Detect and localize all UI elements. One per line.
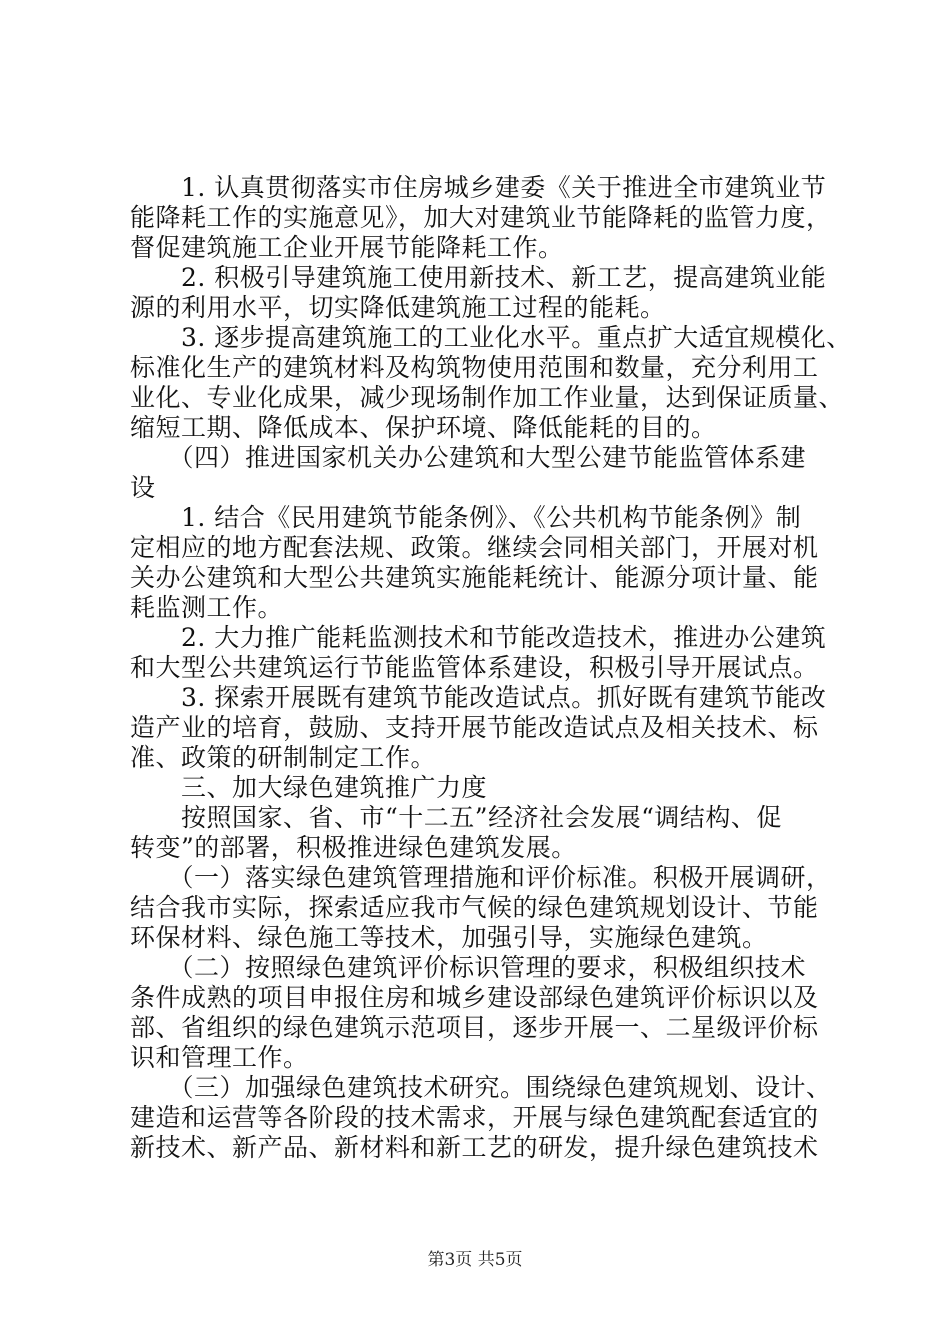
text-line: 造产业的培育，鼓励、支持开展节能改造试点及相关技术、标 [130, 713, 819, 742]
text-line: 设 [130, 473, 156, 502]
text-line: 新技术、新产品、新材料和新工艺的研发，提升绿色建筑技术 [130, 1133, 819, 1162]
text-line: 环保材料、绿色施工等技术，加强引导，实施绿色建筑。 [130, 923, 768, 952]
text-line: 标准化生产的建筑材料及构筑物使用范围和数量，充分利用工 [130, 353, 819, 382]
page-footer: 第3页 共5页 [427, 1250, 523, 1270]
text-line: 缩短工期、降低成本、保护环境、降低能耗的目的。 [130, 413, 717, 442]
text-line: （二）按照绿色建筑评价标识管理的要求，积极组织技术 [130, 953, 807, 982]
text-line: （一）落实绿色建筑管理措施和评价标准。积极开展调研， [130, 863, 832, 892]
text-line: 业化、专业化成果，减少现场制作加工作业量，达到保证质量、 [130, 383, 845, 412]
text-line: 关办公建筑和大型公共建筑实施能耗统计、能源分项计量、能 [130, 563, 819, 592]
text-line: 1. 认真贯彻落实市住房城乡建委《关于推进全市建筑业节 [130, 173, 827, 202]
text-line: 源的利用水平，切实降低建筑施工过程的能耗。 [130, 293, 666, 322]
text-line: 1. 结合《民用建筑节能条例》、《公共机构节能条例》制 [130, 503, 802, 532]
text-line: 耗监测工作。 [130, 593, 284, 622]
text-line: 三、加大绿色建筑推广力度 [130, 773, 488, 802]
text-line: 督促建筑施工企业开展节能降耗工作。 [130, 233, 564, 262]
text-line: （三）加强绿色建筑技术研究。围绕绿色建筑规划、设计、 [130, 1073, 832, 1102]
text-line: 3. 逐步提高建筑施工的工业化水平。重点扩大适宜规模化、 [130, 323, 852, 352]
text-line: （四）推进国家机关办公建筑和大型公建节能监管体系建 [130, 443, 807, 472]
text-line: 3. 探索开展既有建筑节能改造试点。抓好既有建筑节能改 [130, 683, 827, 712]
text-line: 和大型公共建筑运行节能监管体系建设，积极引导开展试点。 [130, 653, 819, 682]
text-line: 转变”的部署，积极推进绿色建筑发展。 [130, 833, 577, 862]
text-line: 识和管理工作。 [130, 1043, 309, 1072]
text-line: 2. 积极引导建筑施工使用新技术、新工艺，提高建筑业能 [130, 263, 827, 292]
text-line: 准、政策的研制制定工作。 [130, 743, 437, 772]
text-line: 按照国家、省、市“十二五”经济社会发展“调结构、促 [130, 803, 782, 832]
text-line: 能降耗工作的实施意见》，加大对建筑业节能降耗的监管力度， [130, 203, 832, 232]
text-line: 定相应的地方配套法规、政策。继续会同相关部门，开展对机 [130, 533, 819, 562]
text-line: 条件成熟的项目申报住房和城乡建设部绿色建筑评价标识以及 [130, 983, 819, 1012]
text-line: 建造和运营等各阶段的技术需求，开展与绿色建筑配套适宜的 [130, 1103, 819, 1132]
text-line: 部、省组织的绿色建筑示范项目，逐步开展一、二星级评价标 [130, 1013, 819, 1042]
text-line: 2. 大力推广能耗监测技术和节能改造技术，推进办公建筑 [130, 623, 827, 652]
text-line: 结合我市实际，探索适应我市气候的绿色建筑规划设计、节能 [130, 893, 819, 922]
